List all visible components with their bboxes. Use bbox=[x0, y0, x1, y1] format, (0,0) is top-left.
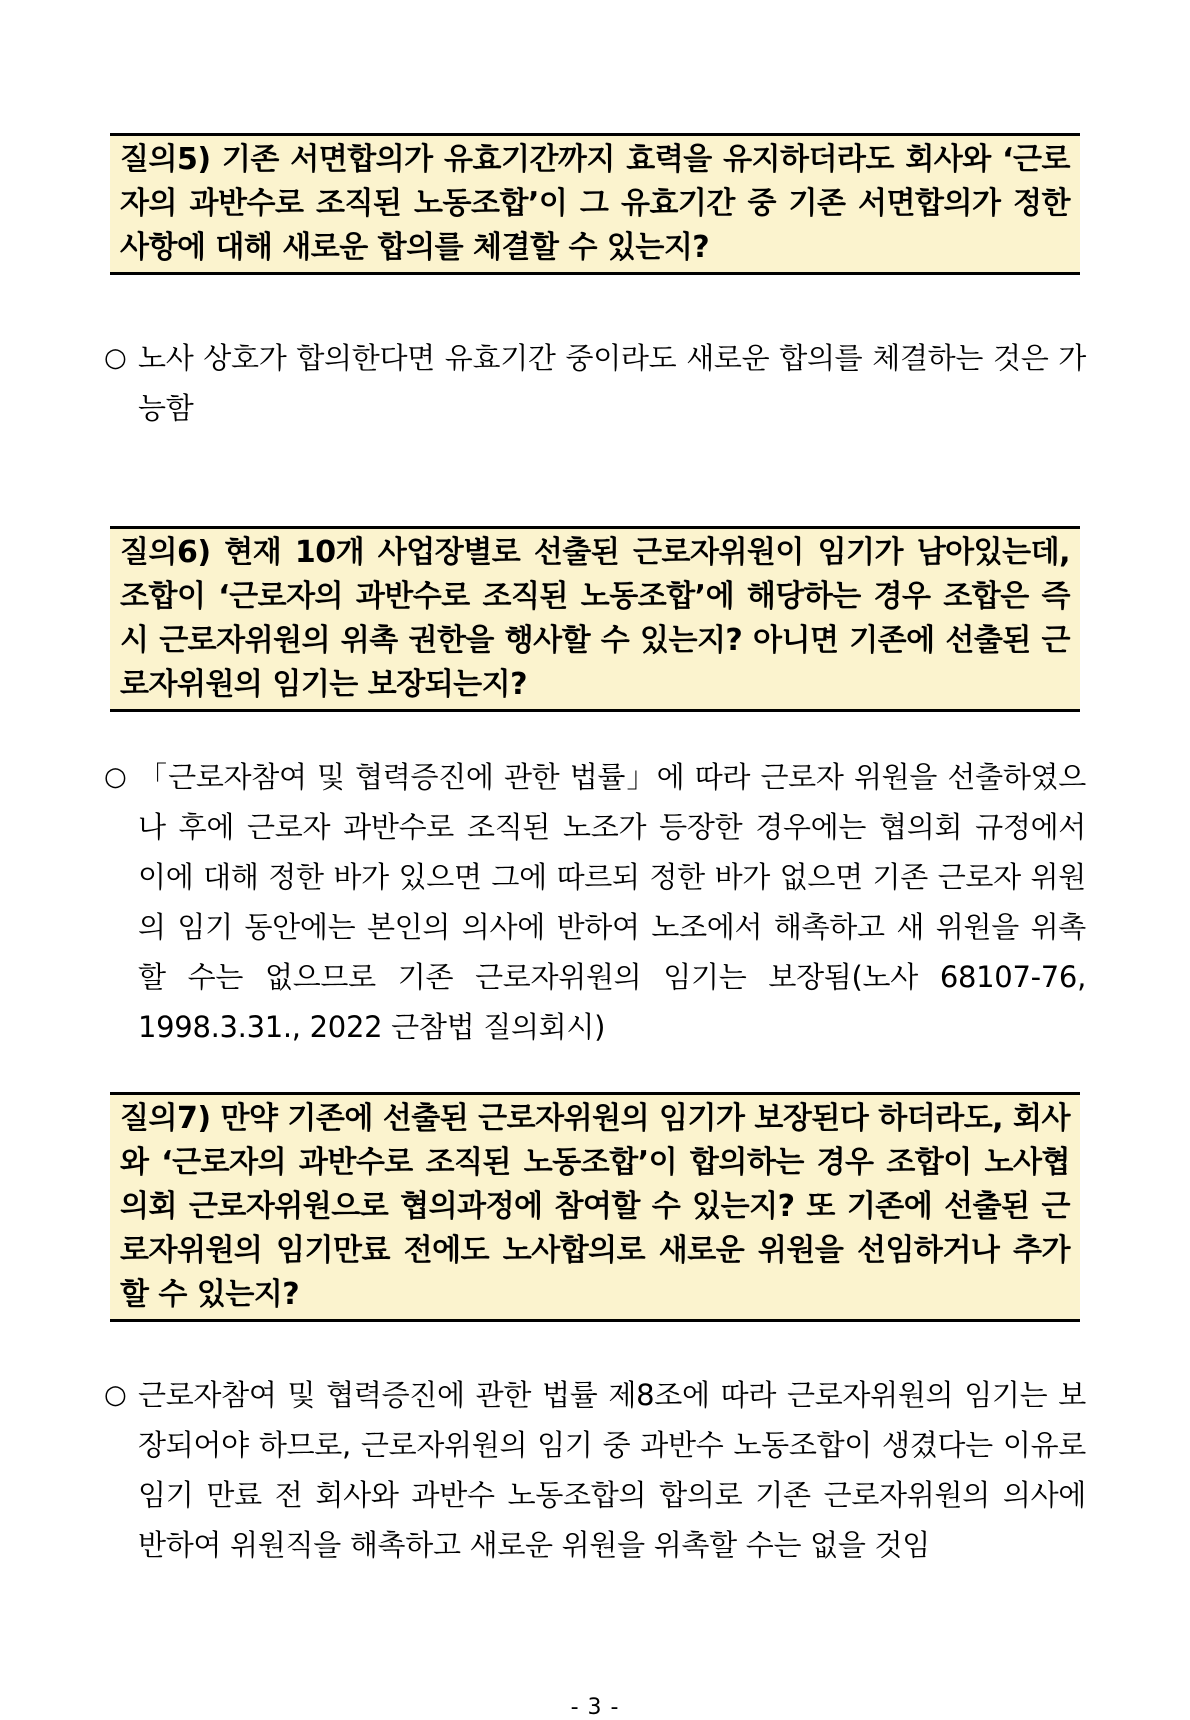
answer-text: 근로자참여 및 협력증진에 관한 법률 제8조에 따라 근로자위원의 임기는 보장되어야 하므로, 근로자위원의 임기 중 과반수 노동조합이 생겼다는 이유로 임기 만료 전 회사와 과반수 노동조합의 합의로 기존 근로자위원의 의사에 반하여 위원직을 해촉하고 새로운 위원을 위촉할 수는 없을 것임 bbox=[138, 1378, 1086, 1562]
question-text: 질의5) 기존 서면합의가 유효기간까지 효력을 유지하더라도 회사와 ‘근로자의 과반수로 조직된 노동조합’이 그 유효기간 중 기존 서면합의가 정한 사항에 대해 새로운 합의를 체결할 수 있는지? bbox=[120, 142, 1070, 265]
question-box-q5 bbox=[110, 133, 1080, 275]
circle-bullet-icon: ○ bbox=[104, 1380, 127, 1410]
question-box-q6 bbox=[110, 526, 1080, 712]
question-text: 질의7) 만약 기존에 선출된 근로자위원의 임기가 보장된다 하더라도, 회사와 ‘근로자의 과반수로 조직된 노동조합’이 합의하는 경우 조합이 노사협의회 근로자위원으로 협의과정에 참여할 수 있는지? 또 기존에 선출된 근로자위원의 임기만료 전에도 노사합의로 새로운 위원을 선임하거나 추가할 수 있는지? bbox=[120, 1101, 1070, 1312]
page-number: - 3 - bbox=[570, 1695, 620, 1720]
answer-text: 노사 상호가 합의한다면 유효기간 중이라도 새로운 합의를 체결하는 것은 가능함 bbox=[138, 341, 1086, 425]
question-box-q7 bbox=[110, 1092, 1080, 1322]
answer-item-q7 bbox=[104, 1370, 1086, 1570]
question-text: 질의6) 현재 10개 사업장별로 선출된 근로자위원이 임기가 남아있는데, 조합이 ‘근로자의 과반수로 조직된 노동조합’에 해당하는 경우 조합은 즉시 근로자위원의 위촉 권한을 행사할 수 있는지? 아니면 기존에 선출된 근로자위원의 임기는 보장되는지? bbox=[120, 535, 1070, 702]
circle-bullet-icon: ○ bbox=[104, 343, 127, 373]
answer-item-q5 bbox=[104, 333, 1086, 433]
answer-item-q6 bbox=[104, 752, 1086, 1052]
circle-bullet-icon: ○ bbox=[104, 762, 127, 792]
answer-text: 「근로자참여 및 협력증진에 관한 법률」에 따라 근로자 위원을 선출하였으나 후에 근로자 과반수로 조직된 노조가 등장한 경우에는 협의회 규정에서 이에 대해 정한 바가 있으면 그에 따르되 정한 바가 없으면 기존 근로자 위원의 임기 동안에는 본인의 의사에 반하여 노조에서 해촉하고 새 위원을 위촉할 수는 없으므로 기존 근로자위원의 임기는 보장됨(노사 68107-76, 1998.3.31., 2022 근참법 질의회시) bbox=[138, 760, 1086, 1044]
content-column bbox=[104, 0, 1086, 1720]
